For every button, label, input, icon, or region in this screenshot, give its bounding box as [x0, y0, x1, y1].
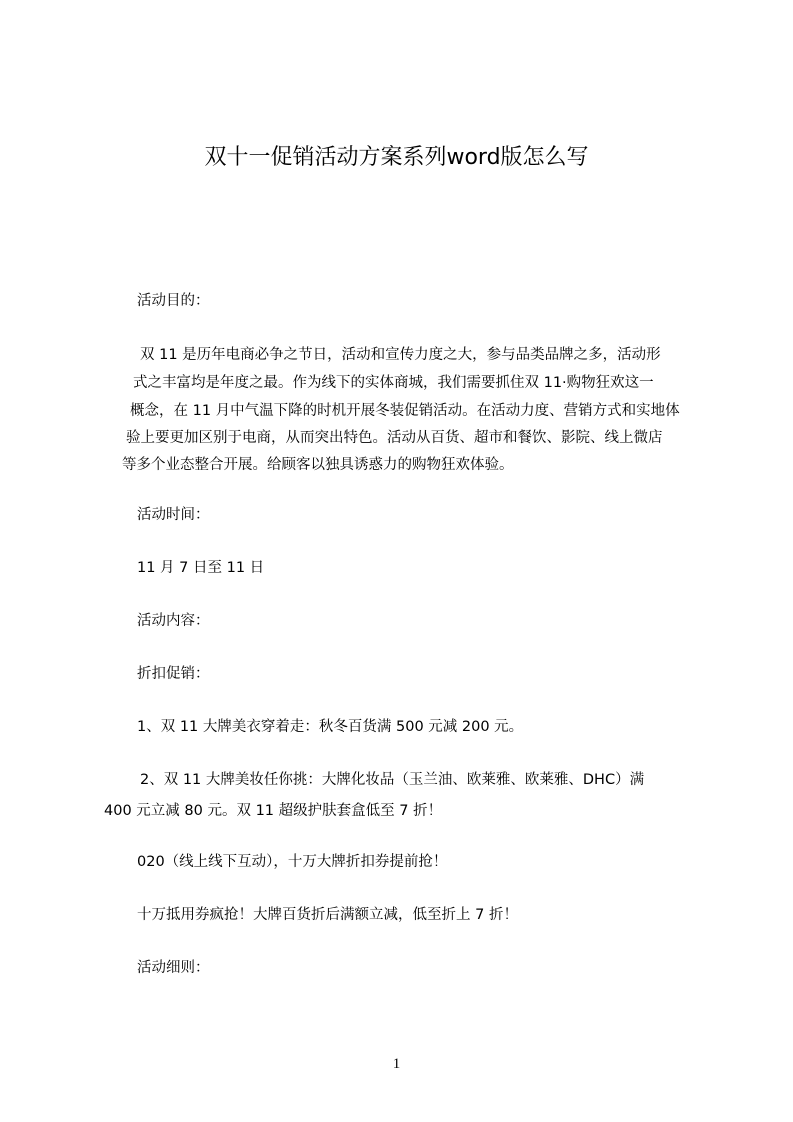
- discount-heading: 折扣促销：: [137, 666, 210, 682]
- purpose-line: 式之丰富均是年度之最。作为线下的实体商城，我们需要抓住双 11·购物狂欢这一: [133, 375, 654, 391]
- coupon-text: 十万抵用券疯抢！大牌百货折后满额立减，低至折上 7 折！: [137, 907, 518, 923]
- purpose-line: 等多个业态整合开展。给顾客以独具诱惑力的购物狂欢体验。: [122, 457, 514, 473]
- purpose-line: 双 11 是历年电商必争之节日，活动和宣传力度之大，参与品类品牌之多，活动形: [140, 347, 661, 363]
- content-heading: 活动内容：: [137, 613, 210, 629]
- page-number: 1: [392, 1056, 401, 1072]
- time-heading: 活动时间：: [137, 507, 210, 523]
- rules-heading: 活动细则：: [137, 960, 210, 976]
- purpose-heading: 活动目的：: [137, 293, 210, 309]
- item-2-line-1: 2、双 11 大牌美妆任你挑：大牌化妆品（玉兰油、欧莱雅、欧莱雅、DHC）满: [140, 772, 645, 788]
- o2o-text: 020（线上线下互动），十万大牌折扣券提前抢！: [137, 854, 448, 870]
- purpose-line: 概念，在 11 月中气温下降的时机开展冬装促销活动。在活动力度、营销方式和实地体: [130, 403, 680, 419]
- item-1: 1、双 11 大牌美衣穿着走：秋冬百货满 500 元减 200 元。: [137, 719, 524, 735]
- time-value: 11 月 7 日至 11 日: [137, 560, 265, 576]
- purpose-line: 验上要更加区别于电商，从而突出特色。活动从百货、超市和餐饮、影院、线上微店: [126, 430, 663, 446]
- item-2-line-2: 400 元立减 80 元。双 11 超级护肤套盒低至 7 折！: [104, 803, 443, 819]
- document-title: 双十一促销活动方案系列word版怎么写: [204, 145, 589, 170]
